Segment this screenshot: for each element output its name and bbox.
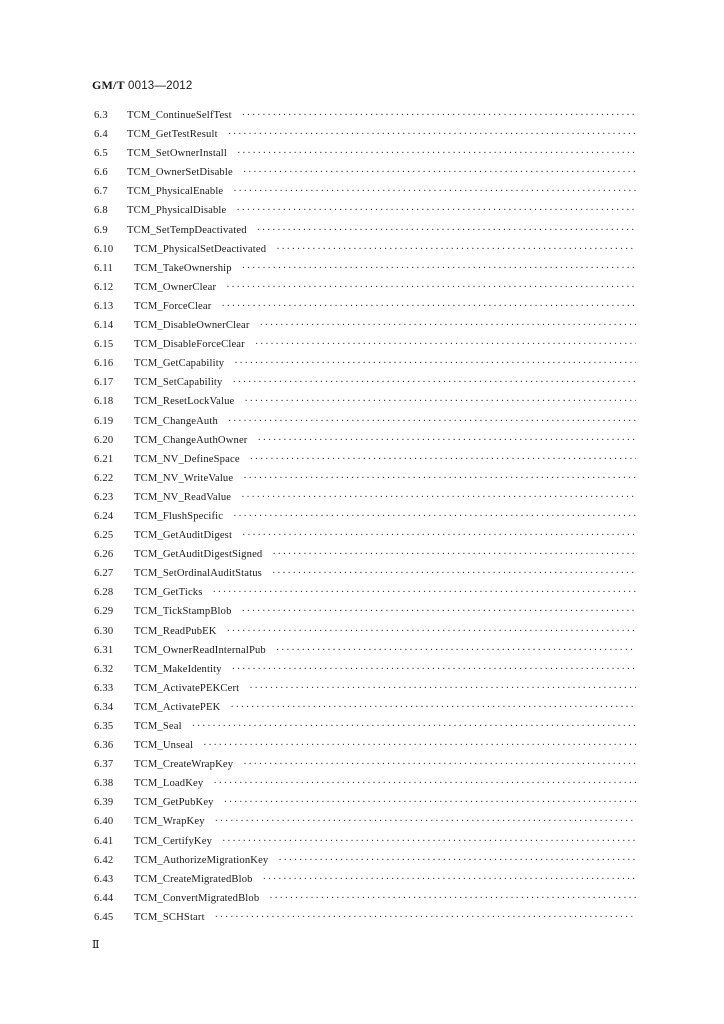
toc-entry-title: TCM_CertifyKey xyxy=(134,835,213,847)
toc-dot-leader xyxy=(242,110,636,121)
toc-dot-leader xyxy=(257,435,636,446)
toc-entry-title: TCM_ReadPubEK xyxy=(134,625,217,637)
toc-entry-number: 6.10 xyxy=(94,243,114,255)
toc-entry-number: 6.13 xyxy=(94,300,114,312)
toc-entry[interactable] xyxy=(94,263,636,282)
toc-entry-number: 6.39 xyxy=(94,797,114,809)
toc-dot-leader xyxy=(243,759,636,770)
toc-entry[interactable] xyxy=(94,816,636,835)
toc-entry-number: 6.42 xyxy=(94,854,114,866)
toc-entry-number: 6.21 xyxy=(94,453,114,465)
toc-entry-number: 6.28 xyxy=(94,587,114,599)
toc-entry[interactable] xyxy=(94,339,636,358)
toc-dot-leader xyxy=(213,778,636,789)
toc-entry-number: 6.45 xyxy=(94,911,114,923)
toc-entry-title: TCM_GetAuditDigest xyxy=(134,530,233,542)
toc-entry-number: 6.41 xyxy=(94,835,114,847)
toc-dot-leader xyxy=(244,396,636,407)
toc-entry[interactable] xyxy=(94,282,636,301)
toc-entry[interactable] xyxy=(94,301,636,320)
toc-entry-number: 6.7 xyxy=(94,186,108,198)
toc-entry-title: TCM_SCHStart xyxy=(134,911,205,923)
toc-entry-title: TCM_SetOrdinalAuditStatus xyxy=(134,568,262,580)
toc-entry[interactable] xyxy=(94,855,636,874)
toc-entry-number: 6.43 xyxy=(94,873,114,885)
toc-entry-number: 6.40 xyxy=(94,816,114,828)
toc-entry[interactable] xyxy=(94,740,636,759)
toc-dot-leader xyxy=(242,263,636,274)
toc-dot-leader xyxy=(276,645,636,656)
toc-entry-number: 6.32 xyxy=(94,663,114,675)
toc-entry[interactable] xyxy=(94,148,636,167)
toc-entry-title: TCM_DisableOwnerClear xyxy=(134,320,250,332)
toc-dot-leader xyxy=(263,874,636,885)
toc-entry[interactable] xyxy=(94,377,636,396)
toc-entry[interactable] xyxy=(94,110,636,129)
toc-entry-number: 6.31 xyxy=(94,644,114,656)
toc-entry[interactable] xyxy=(94,416,636,435)
toc-entry-title: TCM_SetTempDeactivated xyxy=(127,224,247,236)
toc-dot-leader xyxy=(272,549,636,560)
toc-dot-leader xyxy=(257,225,636,236)
toc-entry-number: 6.19 xyxy=(94,415,114,427)
toc-entry-title: TCM_GetPubKey xyxy=(134,797,214,809)
toc-dot-leader xyxy=(276,244,636,255)
toc-dot-leader xyxy=(203,740,636,751)
toc-entry-number: 6.11 xyxy=(94,262,113,274)
toc-entry-title: TCM_ConvertMigratedBlob xyxy=(134,892,260,904)
toc-entry-title: TCM_OwnerReadInternalPub xyxy=(134,644,266,656)
toc-dot-leader xyxy=(230,702,636,713)
toc-entry[interactable] xyxy=(94,396,636,415)
toc-entry-number: 6.36 xyxy=(94,740,114,752)
toc-entry-title: TCM_ResetLockValue xyxy=(134,396,235,408)
toc-entry-title: TCM_ContinueSelfTest xyxy=(127,110,232,121)
toc-dot-leader xyxy=(228,129,636,140)
toc-dot-leader xyxy=(278,855,636,866)
toc-entry-title: TCM_PhysicalDisable xyxy=(127,205,227,217)
toc-entry-title: TCM_NV_DefineSpace xyxy=(134,453,240,465)
toc-entry[interactable] xyxy=(94,759,636,778)
toc-entry-title: TCM_PhysicalEnable xyxy=(127,186,224,198)
toc-entry-number: 6.33 xyxy=(94,682,114,694)
toc-dot-leader xyxy=(213,587,636,598)
toc-entry-number: 6.12 xyxy=(94,281,114,293)
toc-dot-leader xyxy=(243,473,636,484)
toc-dot-leader xyxy=(242,606,636,617)
toc-entry-title: TCM_OwnerClear xyxy=(134,281,217,293)
toc-dot-leader xyxy=(232,377,636,388)
toc-entry-title: TCM_ChangeAuthOwner xyxy=(134,434,248,446)
toc-entry[interactable] xyxy=(94,320,636,339)
toc-dot-leader xyxy=(192,721,636,732)
toc-dot-leader xyxy=(237,148,636,159)
toc-dot-leader xyxy=(228,416,636,427)
toc-dot-leader xyxy=(243,167,636,178)
toc-dot-leader xyxy=(215,816,636,827)
toc-entry-number: 6.44 xyxy=(94,892,114,904)
toc-entry-title: TCM_ChangeAuth xyxy=(134,415,218,427)
toc-entry-title: TCM_SetOwnerInstall xyxy=(127,148,227,160)
toc-entry-number: 6.17 xyxy=(94,377,114,389)
toc-entry-title: TCM_SetCapability xyxy=(134,377,223,389)
toc-dot-leader xyxy=(249,683,636,694)
toc-entry-number: 6.3 xyxy=(94,110,108,121)
toc-entry-title: TCM_FlushSpecific xyxy=(134,510,224,522)
toc-entry-title: TCM_ActivatePEK xyxy=(134,701,221,713)
toc-entry-number: 6.25 xyxy=(94,530,114,542)
toc-entry[interactable] xyxy=(94,645,636,664)
toc-dot-leader xyxy=(236,205,636,216)
toc-entry-title: TCM_GetTicks xyxy=(134,587,203,599)
toc-dot-leader xyxy=(215,912,636,923)
toc-dot-leader xyxy=(241,492,636,503)
toc-entry-number: 6.22 xyxy=(94,472,114,484)
toc-entry[interactable] xyxy=(94,893,636,912)
toc-entry-title: TCM_MakeIdentity xyxy=(134,663,222,675)
toc-entry[interactable] xyxy=(94,511,636,530)
toc-entry-title: TCM_NV_ReadValue xyxy=(134,491,232,503)
toc-entry[interactable] xyxy=(94,702,636,721)
toc-entry-title: TCM_GetAuditDigestSigned xyxy=(134,549,263,561)
toc-dot-leader xyxy=(233,511,636,522)
toc-entry-title: TCM_GetCapability xyxy=(134,358,225,370)
toc-entry-number: 6.37 xyxy=(94,759,114,771)
toc-dot-leader xyxy=(260,320,636,331)
toc-entry-number: 6.38 xyxy=(94,778,114,790)
toc-entry-title: TCM_PhysicalSetDeactivated xyxy=(134,243,267,255)
toc-entry[interactable] xyxy=(94,358,636,377)
toc-entry[interactable] xyxy=(94,530,636,549)
toc-dot-leader xyxy=(242,530,636,541)
toc-entry-number: 6.5 xyxy=(94,148,108,160)
toc-entry-number: 6.30 xyxy=(94,625,114,637)
toc-entry[interactable] xyxy=(94,186,636,205)
table-of-contents xyxy=(94,110,636,931)
toc-entry-number: 6.34 xyxy=(94,701,114,713)
toc-entry-number: 6.29 xyxy=(94,606,114,618)
toc-dot-leader xyxy=(224,797,636,808)
toc-entry-title: TCM_TickStampBlob xyxy=(134,606,232,618)
toc-dot-leader xyxy=(226,282,636,293)
toc-entry[interactable] xyxy=(94,874,636,893)
toc-entry-title: TCM_TakeOwnership xyxy=(134,262,232,274)
toc-entry-title: TCM_CreateWrapKey xyxy=(134,759,234,771)
toc-entry[interactable] xyxy=(94,473,636,492)
page-number: Ⅱ xyxy=(92,939,100,951)
toc-entry-number: 6.26 xyxy=(94,549,114,561)
toc-entry[interactable] xyxy=(94,626,636,645)
toc-entry[interactable] xyxy=(94,568,636,587)
toc-entry-number: 6.18 xyxy=(94,396,114,408)
toc-dot-leader xyxy=(221,301,636,312)
toc-entry-number: 6.15 xyxy=(94,339,114,351)
toc-entry[interactable] xyxy=(94,797,636,816)
toc-entry[interactable] xyxy=(94,167,636,186)
toc-entry-number: 6.24 xyxy=(94,510,114,522)
toc-dot-leader xyxy=(269,893,636,904)
toc-entry[interactable] xyxy=(94,683,636,702)
toc-entry-title: TCM_OwnerSetDisable xyxy=(127,167,233,179)
toc-entry[interactable] xyxy=(94,435,636,454)
toc-entry-number: 6.16 xyxy=(94,358,114,370)
toc-entry[interactable] xyxy=(94,549,636,568)
toc-entry[interactable] xyxy=(94,606,636,625)
toc-entry-title: TCM_DisableForceClear xyxy=(134,339,245,351)
toc-entry[interactable] xyxy=(94,721,636,740)
toc-entry-title: TCM_NV_WriteValue xyxy=(134,472,234,484)
toc-entry-title: TCM_CreateMigratedBlob xyxy=(134,873,253,885)
standard-code: GM/T xyxy=(92,78,125,92)
toc-entry-title: TCM_ForceClear xyxy=(134,300,212,312)
toc-entry-number: 6.6 xyxy=(94,167,108,179)
toc-dot-leader xyxy=(222,836,636,847)
toc-dot-leader xyxy=(232,664,636,675)
toc-entry-title: TCM_WrapKey xyxy=(134,816,205,828)
toc-entry-number: 6.8 xyxy=(94,205,108,217)
toc-entry[interactable] xyxy=(94,205,636,224)
toc-entry[interactable] xyxy=(94,836,636,855)
toc-entry-number: 6.27 xyxy=(94,568,114,580)
toc-entry-title: TCM_AuthorizeMigrationKey xyxy=(134,854,269,866)
toc-entry-number: 6.14 xyxy=(94,320,114,332)
toc-dot-leader xyxy=(227,626,636,637)
toc-entry-number: 6.35 xyxy=(94,721,114,732)
toc-dot-leader xyxy=(250,454,636,465)
toc-dot-leader xyxy=(234,358,636,369)
toc-entry[interactable] xyxy=(94,225,636,244)
standard-number: 0013—2012 xyxy=(128,80,193,92)
document-header xyxy=(92,78,192,93)
toc-entry-title: TCM_GetTestResult xyxy=(127,129,218,141)
toc-entry[interactable] xyxy=(94,912,636,931)
toc-entry-number: 6.9 xyxy=(94,224,108,236)
toc-dot-leader xyxy=(272,568,636,579)
toc-entry[interactable] xyxy=(94,778,636,797)
toc-entry-number: 6.4 xyxy=(94,129,108,141)
toc-entry-number: 6.23 xyxy=(94,491,114,503)
toc-entry-title: TCM_Seal xyxy=(134,721,182,732)
toc-entry[interactable] xyxy=(94,492,636,511)
toc-entry[interactable] xyxy=(94,454,636,473)
toc-entry-title: TCM_ActivatePEKCert xyxy=(134,682,240,694)
toc-entry[interactable] xyxy=(94,244,636,263)
toc-entry-title: TCM_Unseal xyxy=(134,740,194,752)
toc-dot-leader xyxy=(255,339,636,350)
toc-entry-number: 6.20 xyxy=(94,434,114,446)
toc-entry[interactable] xyxy=(94,129,636,148)
toc-entry[interactable] xyxy=(94,664,636,683)
toc-entry[interactable] xyxy=(94,587,636,606)
toc-entry-title: TCM_LoadKey xyxy=(134,778,204,790)
toc-dot-leader xyxy=(233,186,636,197)
